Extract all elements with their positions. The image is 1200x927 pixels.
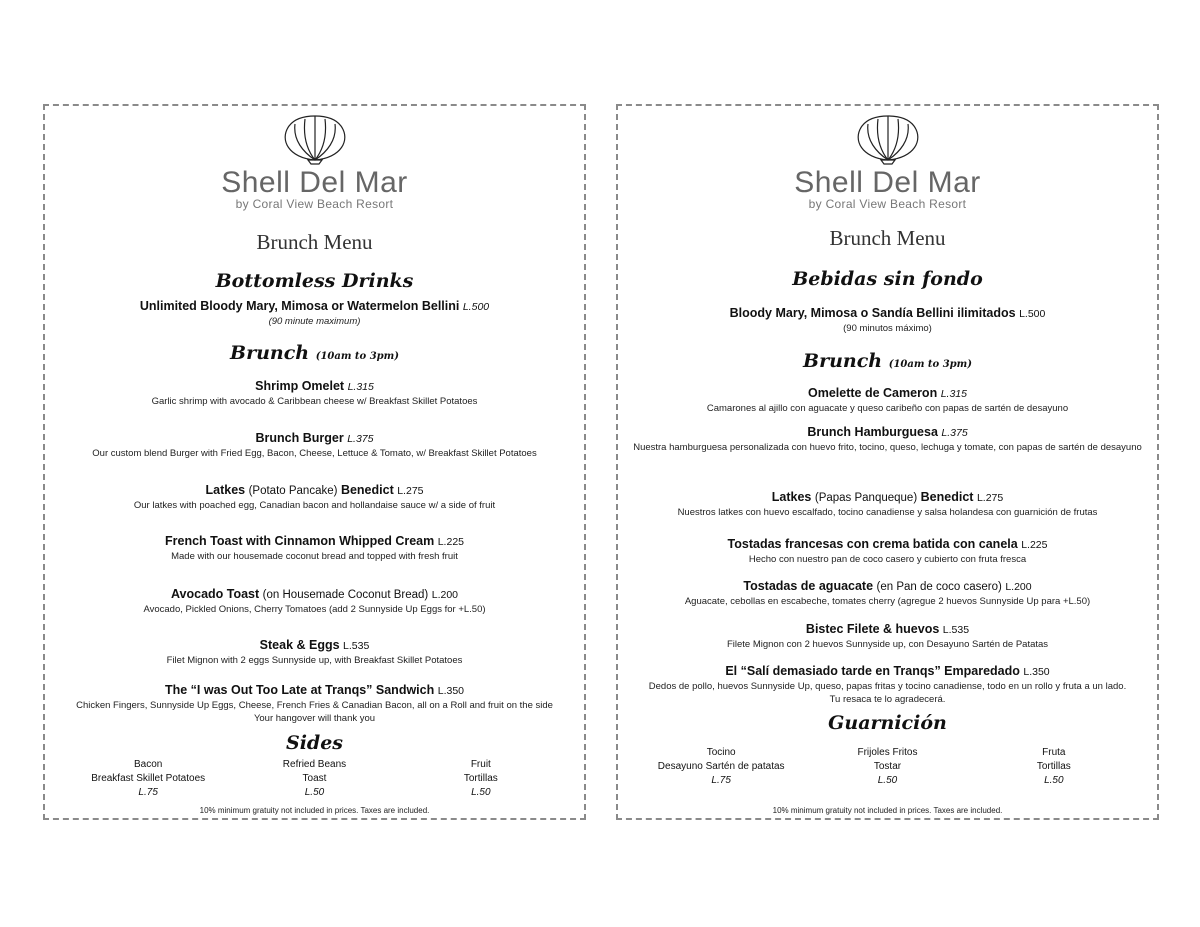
menu-item [59, 586, 570, 616]
brand-subtitle: by Coral View Beach Resort [808, 197, 967, 211]
item-price: L.225 [437, 536, 464, 548]
brand-subtitle: by Coral View Beach Resort [235, 197, 394, 211]
item-name-suffix: Benedict [920, 490, 974, 504]
menu-item [632, 578, 1143, 608]
menu-item [632, 385, 1143, 415]
item-price: L.225 [1021, 539, 1048, 551]
item-price: L.200 [431, 589, 459, 601]
menu-item [632, 621, 1143, 651]
item-price: L.275 [976, 492, 1004, 504]
item-name: Tostadas francesas con crema batida con canela [727, 537, 1018, 551]
footer-note: 10% minimum gratuity not included in prices. Taxes are included. [772, 806, 1003, 815]
item-price: L.500 [462, 301, 490, 313]
section-title-text: Brunch [803, 350, 883, 372]
sides-column [804, 746, 970, 788]
logo [618, 114, 1157, 211]
section-title-drinks: Bebidas sin fondo [792, 268, 983, 290]
item-name-suffix: Benedict [340, 483, 394, 497]
item-price: L.535 [343, 640, 370, 652]
item-name: El “Salí demasiado tarde en Tranqs” Emparedado [725, 664, 1020, 678]
item-desc: Nuestros latkes con huevo escalfado, tocino canadiense y salsa holandesa con guarnición de frutas [677, 507, 1098, 518]
menu-title: Brunch Menu [256, 230, 373, 254]
menu-page-spanish [616, 104, 1159, 820]
section-title-sides: Sides [285, 732, 343, 754]
brand-name: Shell Del Mar [221, 166, 408, 199]
item-price: L.315 [347, 381, 374, 393]
item-name: Bistec Filete & huevos [805, 622, 940, 636]
menu-item [632, 536, 1143, 566]
item-price: L.375 [941, 427, 968, 439]
item-desc: Filet Mignon with 2 eggs Sunnyside up, with Breakfast Skillet Potatoes [166, 655, 463, 666]
item-desc: Camarones al ajillo con aguacate y queso caribeño con papas de sartén de desayuno [706, 403, 1069, 414]
item-desc-extra: Your hangover will thank you [253, 713, 376, 724]
side-item: Refried Beans [282, 759, 347, 770]
item-desc: Our latkes with poached egg, Canadian bacon and hollandaise sauce w/ a side of fruit [133, 500, 496, 511]
item-desc: Dedos de pollo, huevos Sunnyside Up, queso, papas fritas y tocino canadiense, todo en un rollo y fruta a un lado. [648, 681, 1127, 692]
item-price: L.275 [397, 485, 424, 497]
section-title-brunch [618, 350, 1157, 372]
menu-title: Brunch Menu [829, 226, 946, 250]
item-subname: (on Housemade Coconut Bread) [262, 589, 429, 601]
section-title-sides: Guarnición [828, 712, 947, 734]
item-name: The “I was Out Too Late at Tranqs” Sandwich [164, 683, 435, 697]
item-name: Omelette de Cameron [808, 386, 938, 400]
side-item: Desayuno Sartén de patatas [657, 761, 785, 772]
item-name: Brunch Hamburguesa [807, 425, 938, 439]
side-item: Tostar [873, 761, 902, 772]
sides-column [231, 758, 397, 800]
side-item: Fruit [470, 759, 491, 770]
logo [45, 114, 584, 211]
brand-name: Shell Del Mar [794, 166, 981, 199]
menu-item [59, 482, 570, 512]
item-subname: (en Pan de coco casero) [876, 581, 1002, 593]
side-price: L.75 [711, 775, 731, 786]
shell-icon [848, 114, 928, 166]
item-name: Latkes [771, 490, 812, 504]
item-desc: Our custom blend Burger with Fried Egg, Bacon, Cheese, Lettuce & Tomato, w/ Breakfast Skillet Potatoes [92, 448, 537, 459]
menu-item [632, 489, 1143, 519]
menu-item [59, 682, 570, 725]
brunch-hours: (10am to 3pm) [888, 359, 972, 370]
sides-grid [638, 746, 1137, 788]
item-price: L.200 [1005, 581, 1032, 593]
item-name: Unlimited Bloody Mary, Mimosa or Watermelon Bellini [139, 299, 460, 313]
footer-note: 10% minimum gratuity not included in prices. Taxes are included. [199, 806, 430, 815]
item-desc: Nuestra hamburguesa personalizada con huevo frito, tocino, queso, lechuga y tomate, con papas de sartén de desayuno [633, 442, 1142, 453]
item-price: L.500 [1019, 308, 1046, 320]
drinks-item [59, 298, 570, 328]
item-desc: Aguacate, cebollas en escabeche, tomates cherry (agregue 2 huevos Sunnyside Up para +L.50) [684, 596, 1091, 607]
menu-item [59, 533, 570, 563]
side-price: L.50 [471, 787, 491, 798]
item-name: French Toast with Cinnamon Whipped Cream [165, 534, 435, 548]
item-note: (90 minute maximum) [268, 316, 361, 327]
item-desc: Chicken Fingers, Sunnyside Up Eggs, Cheese, French Fries & Canadian Bacon, all on a Roll and fruit on the side [76, 700, 553, 711]
item-name: Avocado Toast [170, 587, 260, 601]
sides-column [638, 746, 804, 788]
menu-item [632, 663, 1143, 706]
item-desc: Filete Mignon con 2 huevos Sunnyside up, con Desayuno Sartén de Patatas [726, 639, 1049, 650]
item-price: L.315 [940, 388, 967, 400]
side-price: L.50 [877, 775, 898, 786]
side-item: Frijoles Fritos [857, 747, 918, 758]
section-title-drinks: Bottomless Drinks [215, 270, 414, 292]
side-item: Breakfast Skillet Potatoes [91, 773, 206, 784]
item-desc: Hecho con nuestro pan de coco casero y cubierto con fruta fresca [748, 554, 1027, 565]
item-name: Bloody Mary, Mimosa o Sandía Bellini ilimitados [729, 306, 1016, 320]
menu-item [632, 424, 1143, 454]
menu-item [59, 378, 570, 408]
menu-page-english [43, 104, 586, 820]
item-note: (90 minutos máximo) [843, 323, 932, 334]
item-name: Brunch Burger [255, 431, 344, 445]
item-name: Tostadas de aguacate [743, 579, 874, 593]
item-name: Shrimp Omelet [255, 379, 345, 393]
side-price: L.50 [304, 787, 325, 798]
item-price: L.350 [437, 685, 465, 697]
side-item: Tortillas [463, 773, 498, 784]
side-item: Tocino [706, 747, 736, 758]
sides-grid [65, 758, 564, 800]
sides-column [971, 746, 1137, 788]
section-title-text: Brunch [230, 342, 310, 364]
brunch-hours: (10am to 3pm) [315, 351, 399, 362]
side-item: Fruta [1042, 747, 1066, 758]
item-desc-extra: Tu resaca te lo agradecerá. [829, 694, 946, 705]
item-subname: (Papas Panqueque) [814, 492, 918, 504]
item-desc: Made with our housemade coconut bread and topped with fresh fruit [171, 551, 458, 562]
section-title-brunch [45, 342, 584, 364]
item-price: L.375 [347, 433, 374, 445]
item-subname: (Potato Pancake) [248, 485, 338, 497]
drinks-item [632, 305, 1143, 335]
side-item: Toast [302, 773, 327, 784]
side-item: Tortillas [1036, 761, 1071, 772]
item-desc: Garlic shrimp with avocado & Caribbean cheese w/ Breakfast Skillet Potatoes [151, 396, 478, 407]
item-name: Steak & Eggs [259, 638, 340, 652]
sides-column [65, 758, 231, 800]
side-price: L.50 [1044, 775, 1064, 786]
side-item: Bacon [133, 759, 163, 770]
item-price: L.350 [1023, 666, 1050, 678]
menu-item [59, 637, 570, 667]
side-price: L.75 [138, 787, 158, 798]
item-name: Latkes [205, 483, 246, 497]
item-desc: Avocado, Pickled Onions, Cherry Tomatoes (add 2 Sunnyside Up Eggs for +L.50) [143, 604, 486, 615]
menu-item [59, 430, 570, 460]
item-price: L.535 [942, 624, 970, 636]
shell-icon [275, 114, 355, 166]
sides-column [398, 758, 564, 800]
